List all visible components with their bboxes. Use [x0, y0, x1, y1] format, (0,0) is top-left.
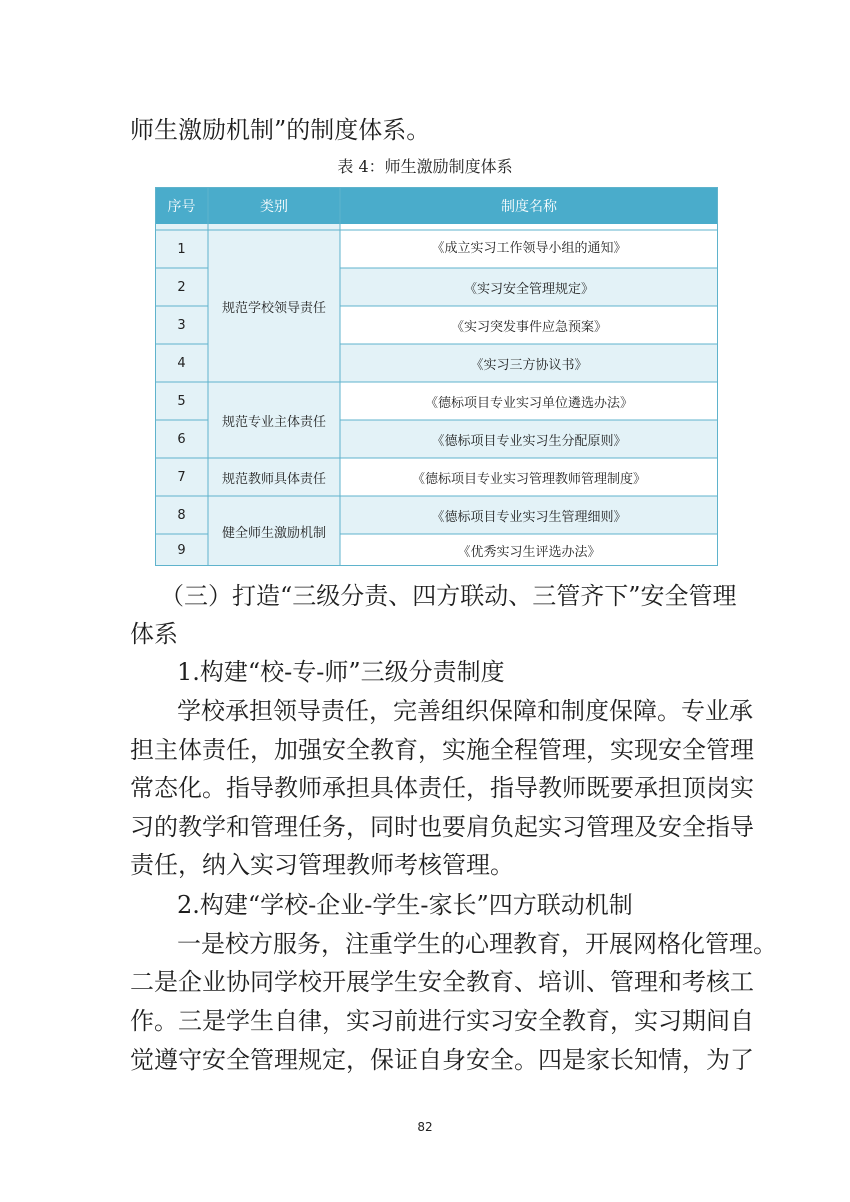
header-cell-policy-name: 制度名称 [501, 198, 557, 215]
page-number: 82 [417, 1120, 433, 1134]
category-cell: 健全师生激励机制 [221, 525, 326, 541]
policy-table [155, 187, 718, 566]
row-number: 6 [177, 431, 186, 447]
header-cell-category: 类别 [260, 198, 288, 215]
row-number: 9 [177, 542, 186, 558]
policy-name-cell: 《优秀实习生评选办法》 [457, 544, 601, 560]
section-heading-continued: 体系 [130, 620, 178, 648]
paragraph-line: 二是企业协同学校开展学生安全教育、培训、管理和考核工 [130, 968, 754, 996]
paragraph-line: 作。三是学生自律，实习前进行实习安全教育，实习期间自 [130, 1007, 754, 1035]
subheading: 1.构建“校-专-师”三级分责制度 [177, 658, 505, 686]
row-number: 2 [177, 279, 186, 295]
row-number: 5 [177, 393, 186, 409]
paragraph-line: 一是校方服务，注重学生的心理教育，开展网格化管理。 [177, 930, 777, 958]
policy-name-cell: 《德标项目专业实习生管理细则》 [431, 509, 627, 525]
policy-name-cell: 《实习突发事件应急预案》 [450, 319, 607, 335]
policy-name-cell: 《实习三方协议书》 [470, 357, 588, 373]
policy-name-cell: 《成立实习工作领导小组的通知》 [431, 240, 627, 256]
category-cell: 规范教师具体责任 [221, 471, 326, 487]
paragraph-line: 学校承担领导责任，完善组织保障和制度保障。专业承 [177, 697, 753, 725]
policy-name-cell: 《德标项目专业实习管理教师管理制度》 [411, 471, 646, 487]
paragraph-line: 责任，纳入实习管理教师考核管理。 [130, 851, 514, 879]
header-cell-number: 序号 [167, 198, 196, 215]
policy-name-cell: 《德标项目专业实习单位遴选办法》 [424, 395, 633, 411]
row-number: 4 [177, 355, 186, 371]
paragraph-line: 习的教学和管理任务，同时也要肩负起实习管理及安全指导 [130, 813, 754, 841]
policy-name-cell: 《实习安全管理规定》 [463, 281, 594, 297]
table-caption: 表 4：师生激励制度体系 [337, 157, 513, 176]
top-text-line: 师生激励机制”的制度体系。 [130, 116, 431, 144]
policy-name-cell: 《德标项目专业实习生分配原则》 [431, 433, 627, 449]
row-number: 8 [177, 507, 186, 523]
section-heading: （三）打造“三级分责、四方联动、三管齐下”安全管理 [160, 582, 737, 610]
row-number: 7 [177, 469, 186, 485]
paragraph-line: 常态化。指导教师承担具体责任，指导教师既要承担顶岗实 [130, 774, 754, 802]
category-cell: 规范学校领导责任 [221, 300, 326, 316]
paragraph-line: 觉遵守安全管理规定，保证自身安全。四是家长知情，为了 [130, 1046, 754, 1074]
paragraph-line: 担主体责任，加强安全教育，实施全程管理，实现安全管理 [130, 736, 754, 764]
subheading: 2.构建“学校-企业-学生-家长”四方联动机制 [177, 891, 633, 919]
row-number: 3 [177, 317, 186, 333]
category-cell: 规范专业主体责任 [221, 414, 326, 430]
row-number: 1 [177, 241, 186, 257]
